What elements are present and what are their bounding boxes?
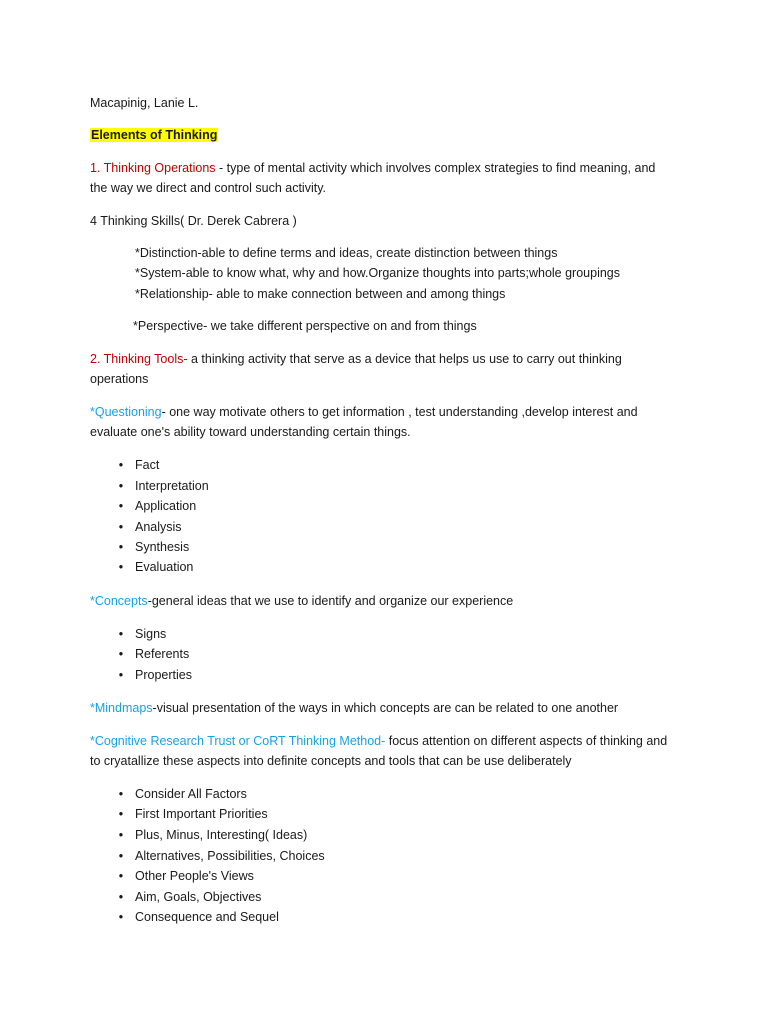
concepts-line (90, 593, 513, 609)
concepts-text: -general ideas that we use to identify and organize our experience (147, 594, 514, 608)
bullet-icon: • (118, 499, 124, 513)
cort-text-b: to cryatallize these aspects into definite concepts and tools that can be use deliberately (90, 754, 572, 768)
questioning-text-a: - one way motivate others to get information , test understanding ,develop interest and (161, 405, 638, 419)
questioning-line1 (90, 404, 638, 420)
mindmaps-line (90, 700, 618, 716)
bullet-icon: • (118, 627, 124, 641)
cort-text-a: focus attention on different aspects of thinking and (385, 734, 668, 748)
bullet-icon: • (118, 807, 124, 821)
skill-system: *System-able to know what, why and how.Organize thoughts into parts;whole groupings (135, 266, 620, 280)
bullet-icon: • (118, 647, 124, 661)
bullet-icon: • (118, 458, 124, 472)
page-title (90, 127, 218, 143)
mindmaps-label: *Mindmaps (90, 701, 153, 715)
cort-line1 (90, 733, 667, 749)
bullet-icon: • (118, 668, 124, 682)
skill-relationship: *Relationship- able to make connection between and among things (135, 287, 506, 301)
section2-line1 (90, 351, 622, 367)
bullet-icon: • (118, 910, 124, 924)
bullet-icon: • (118, 869, 124, 883)
bullet-icon: • (118, 828, 124, 842)
bullet-icon: • (118, 479, 124, 493)
skill-distinction: *Distinction-able to define terms and ideas, create distinction between things (135, 246, 558, 260)
skills-heading: 4 Thinking Skills( Dr. Derek Cabrera ) (90, 214, 297, 228)
bullet-icon: • (118, 890, 124, 904)
section1-label: 1. Thinking Operations (90, 161, 216, 175)
questioning-label: *Questioning (90, 405, 162, 419)
section2-text-a: a thinking activity that serve as a device that helps us use to carry out thinking (187, 352, 622, 366)
bullet-icon: • (118, 560, 124, 574)
section2-text-b: operations (90, 372, 149, 386)
mindmaps-text: -visual presentation of the ways in which concepts are can be related to one another (152, 701, 619, 715)
author-name: Macapinig, Lanie L. (90, 96, 199, 110)
bullet-icon: • (118, 540, 124, 554)
concepts-label: *Concepts (90, 594, 148, 608)
skill-perspective: *Perspective- we take different perspective on and from things (133, 319, 477, 333)
bullet-icon: • (118, 849, 124, 863)
bullet-icon: • (118, 520, 124, 534)
bullet-icon: • (118, 787, 124, 801)
cort-label: *Cognitive Research Trust or CoRT Thinking Method- (90, 734, 386, 748)
document-page: Macapinig, Lanie L. Elements of Thinking 1. Thinking Operations - type of mental activity which involves complex strategies to find meaning, and the way we direct and control such activity. 4 Thinking Skills( Dr. Derek Cabrera ) *Distinction-able to define terms and ideas, create distinction between things *System-able to know what, why and how.Organize thoughts into parts;whole groupings *Relationship- able to make connection between and among things *Perspective- we take different perspective on and from things 2. Thinking Tools- a thinking activity that serve as a device that helps us use to carry out thinking operations *Questioning- one way motivate others to get information , test understanding ,develop interest and evaluate one's ability toward understanding certain things. • Fact • Interpretation • Application • Analysis • Synthesis • Evaluation *Concepts-general ideas that we use to identify and organize our experience • Signs • Referents • Properties *Mindmaps-visual presentation of the ways in which concepts are can be related to one another *Cognitive Research Trust or CoRT Thinking Method- focus attention on different aspects of thinking and to cryatallize these aspects into definite concepts and tools that can be use deliberately • Consider All Factors • First Important Priorities • Plus, Minus, Interesting( Ideas) • Alternatives, Possibilities, Choices • Other People's Views • Aim, Goals, Objectives • Consequence and Sequel (90, 96, 668, 924)
section1-text-a: - type of mental activity which involves complex strategies to find meaning, and (215, 161, 656, 175)
title-highlight: Elements of Thinking (91, 128, 218, 142)
section2-label: 2. Thinking Tools- (90, 352, 188, 366)
questioning-text-b: evaluate one's ability toward understanding certain things. (90, 425, 411, 439)
section1-line1 (90, 160, 655, 176)
section1-text-b: the way we direct and control such activity. (90, 181, 326, 195)
